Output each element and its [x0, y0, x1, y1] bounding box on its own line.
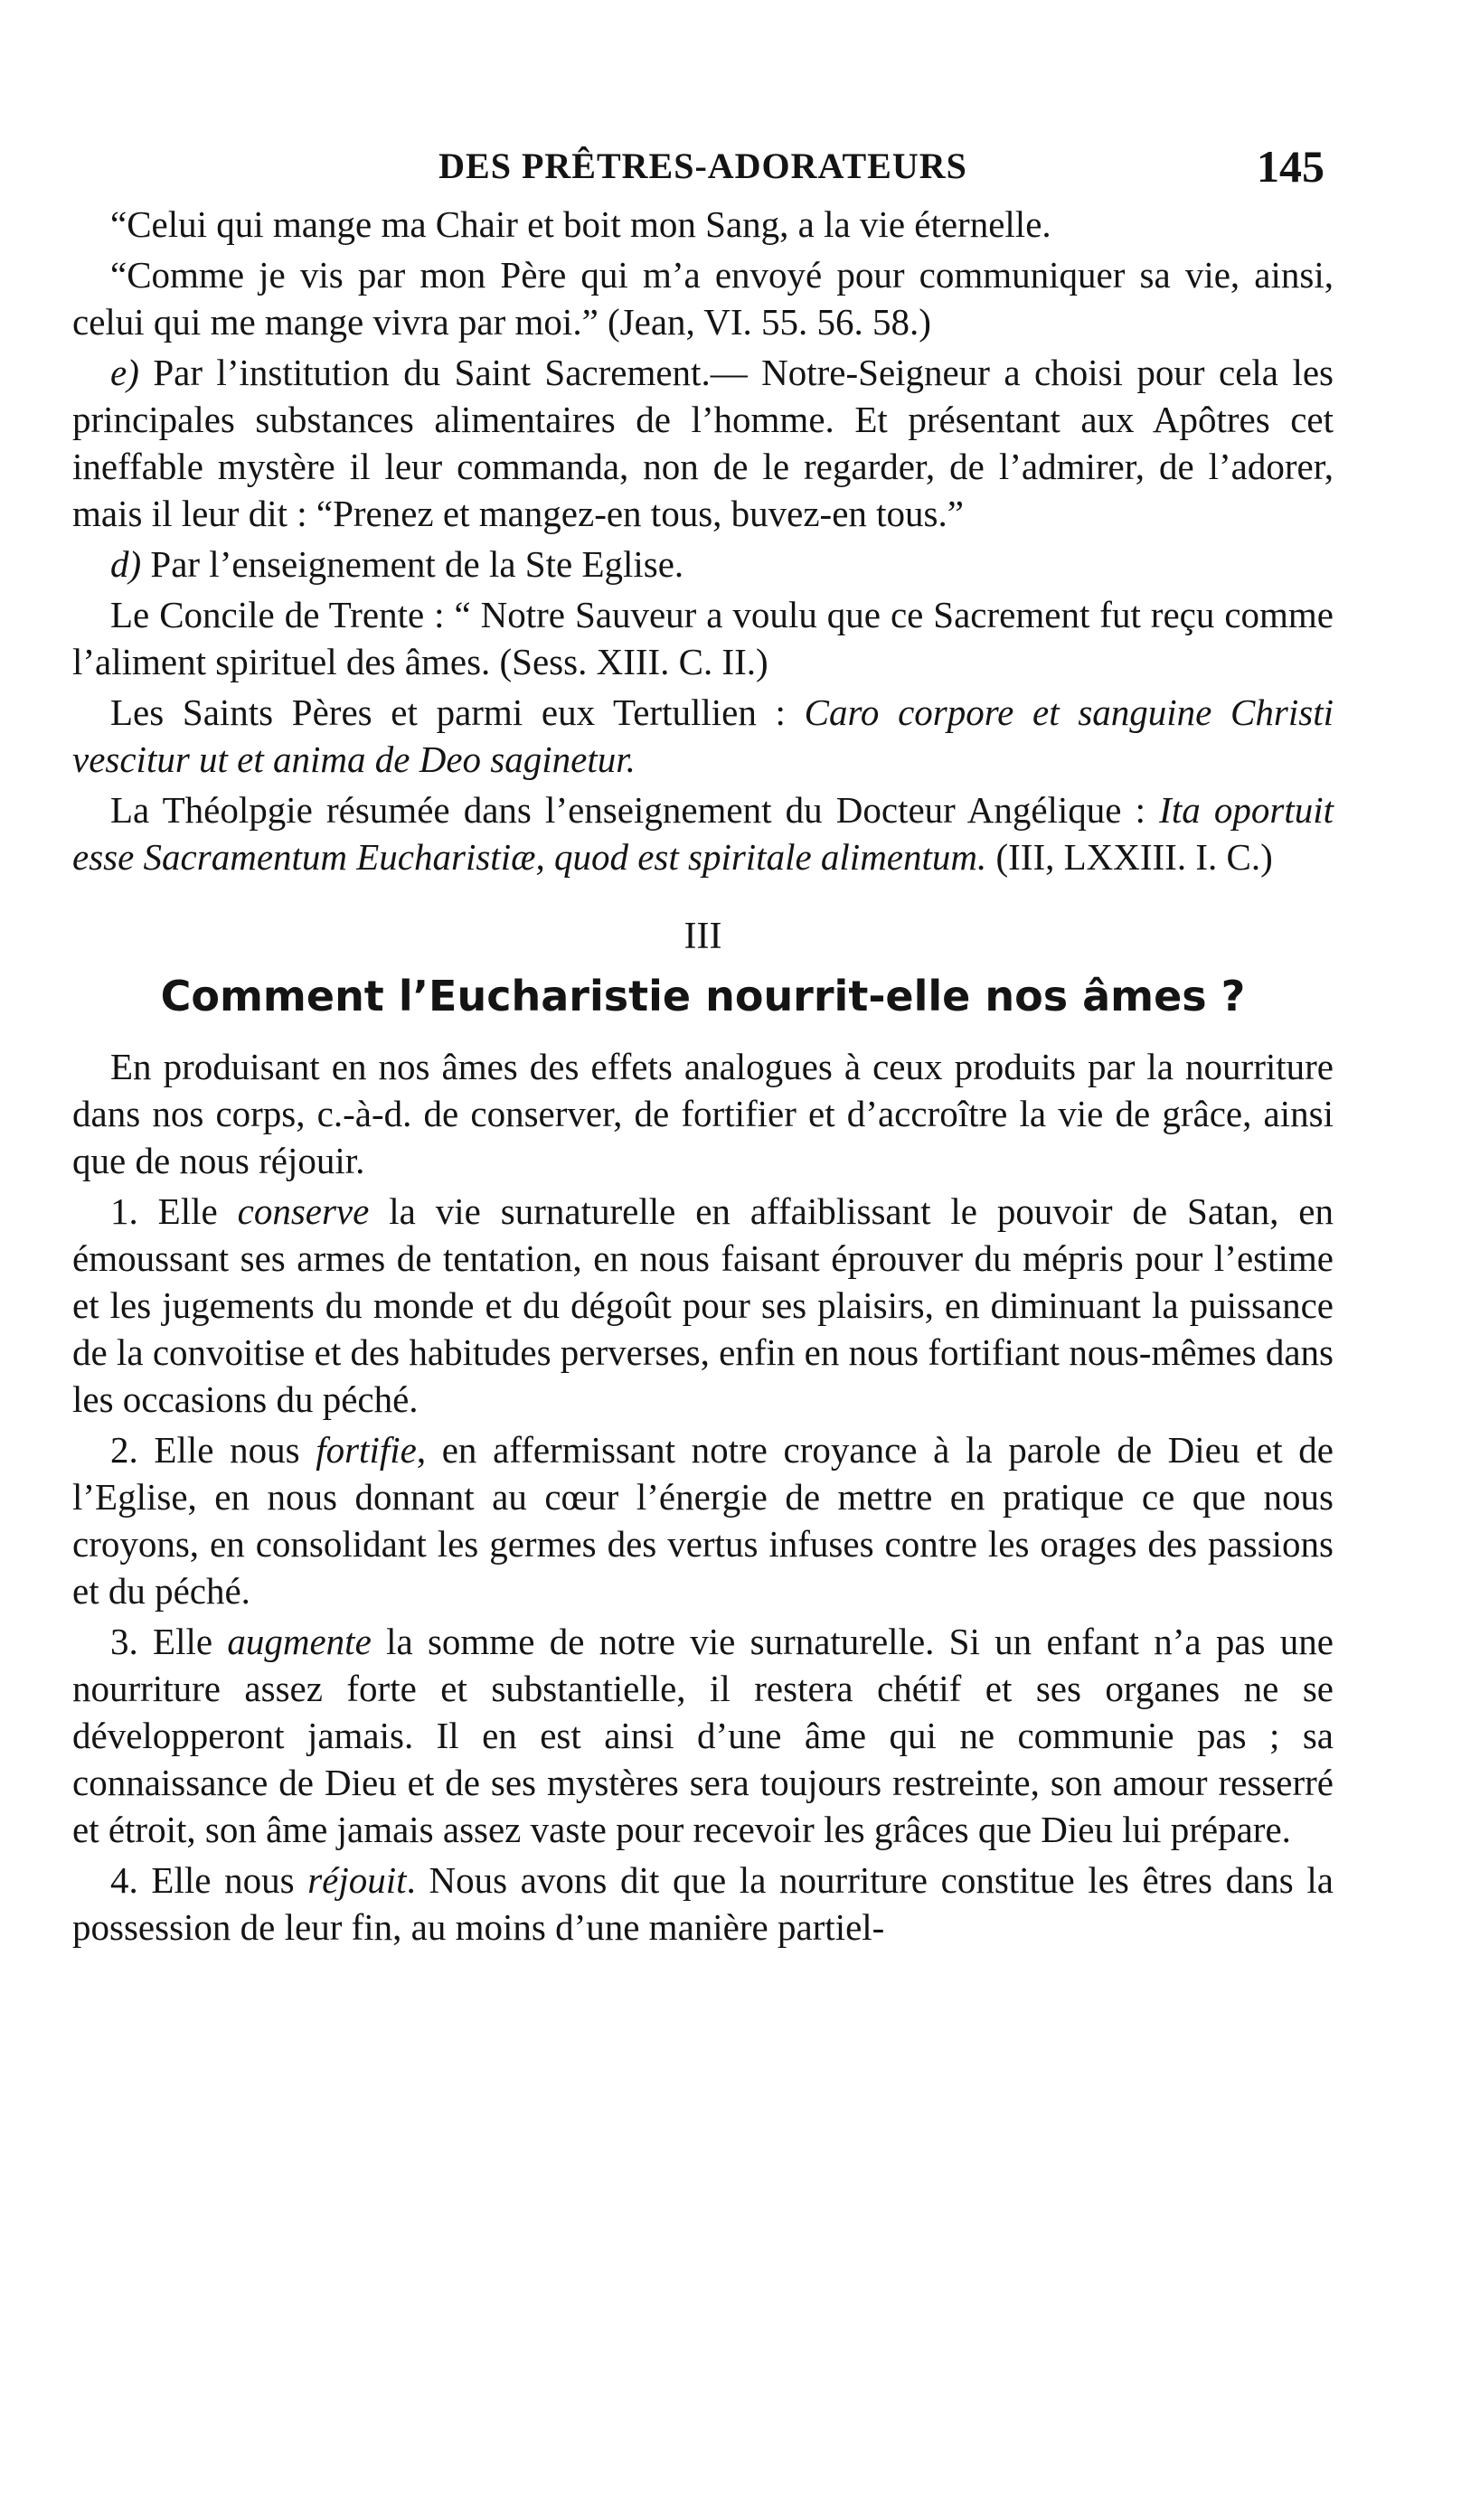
emphasis: réjouit [307, 1859, 407, 1901]
running-title: DES PRÊTRES-ADORATEURS [438, 146, 967, 186]
list-marker: e) [110, 352, 139, 393]
page-number: 145 [1257, 141, 1324, 192]
paragraph-text: Par l’enseignement de la Ste Eglise. [141, 543, 684, 585]
paragraph-church [72, 541, 1334, 588]
paragraph-point-4 [72, 1857, 1334, 1951]
paragraph-intro: En produisant en nos âmes des effets analogues à ceux produits par la nourriture dans nos corps, c.-à-d. de conserver, de fortifier et d’accroître la vie de grâce, ainsi que de nous réjouir. [72, 1046, 1334, 1181]
section-number: III [683, 916, 722, 957]
paragraph-theology [72, 786, 1334, 880]
paragraph-text: 1. Elle [110, 1190, 238, 1232]
paragraph-text: La Théolpgie résumée dans l’enseignement du Docteur Angélique : [110, 789, 1160, 831]
paragraph-text: 3. Elle [110, 1621, 228, 1662]
paragraph-quote-1: “Celui qui mange ma Chair et boit mon Sang, a la vie éternelle. [110, 203, 1051, 245]
paragraph-text: la vie surnaturelle en affaiblissant le pouvoir de Satan, en émoussant ses armes de tentation, en nous faisant éprouver du mépris pour l’estime et les jugements du monde et du dégoût pour ses plaisirs, en diminuant la puissance de la convoitise et des habitudes perverses, enfin en nous fortifiant nous-mêmes dans les occasions du péché. [72, 1190, 1334, 1420]
paragraph-text: Par l’institution du Saint Sacrement.— Notre-Seigneur a choisi pour cela les principales substances alimentaires de l’homme. Et présentant aux Apôtres cet ineffable mystère il leur commanda, non de le regarder, de l’admirer, de l’adorer, mais il leur dit : “Prenez et mangez-en tous, buvez-en tous.” [72, 352, 1334, 534]
paragraph-point-1 [72, 1188, 1334, 1423]
emphasis: conserve [237, 1190, 370, 1232]
latin-quote: Caro corpore et sanguine Christi vescitur ut et anima de Deo saginetur. [72, 691, 1334, 780]
paragraph-text: Les Saints Pères et parmi eux Tertullien : [110, 691, 805, 733]
page-body [72, 201, 1334, 1954]
paragraph-point-2 [72, 1426, 1334, 1614]
paragraph-text: , en affermissant notre croyance à la parole de Dieu et de l’Eglise, en nous donnant au cœur l’énergie de mettre en pratique ce que nous croyons, en consolidant les germes des vertus infuses contre les orages des passions et du péché. [72, 1429, 1334, 1612]
section-title: Comment l’Eucharistie nourrit-elle nos âmes ? [160, 972, 1246, 1020]
paragraph-text: la somme de notre vie surnaturelle. Si un enfant n’a pas une nourriture assez forte et substantielle, il restera chétif et ses organes ne se développeront jamais. Il en est ainsi d’une âme qui ne communie pas ; sa connaissance de Dieu et de ses mystères sera toujours restreinte, son amour resserré et étroit, son âme jamais assez vaste pour recevoir les grâces que Dieu lui prépare. [72, 1621, 1334, 1850]
paragraph-fathers [72, 689, 1334, 783]
paragraph-text: 4. Elle nous [110, 1859, 308, 1901]
paragraph-trent: Le Concile de Trente : “ Notre Sauveur a voulu que ce Sacrement fut reçu comme l’aliment spirituel des âmes. (Sess. XIII. C. II.) [72, 594, 1334, 682]
paragraph-text: 2. Elle nous [110, 1429, 316, 1471]
list-marker: d) [110, 543, 142, 585]
paragraph-quote-2: “Comme je vis par mon Père qui m’a envoyé pour communiquer sa vie, ainsi, celui qui me mange vivra par moi.” (Jean, VI. 55. 56. 58.) [72, 254, 1334, 343]
running-header [72, 145, 1334, 187]
paragraph-point-3 [72, 1618, 1334, 1853]
reference: (III, LXXIII. I. C.) [986, 836, 1273, 878]
emphasis: fortifie [316, 1429, 417, 1471]
emphasis: augmente [227, 1621, 372, 1662]
paragraph-sacrament [72, 349, 1334, 537]
latin-quote: Ita oportuit esse Sacramentum Eucharistiæ, quod est spiritale alimentum. [72, 789, 1334, 878]
paragraph-text: . Nous avons dit que la nourriture constitue les êtres dans la possession de leur fin, au moins d’une manière partiel- [72, 1859, 1334, 1948]
